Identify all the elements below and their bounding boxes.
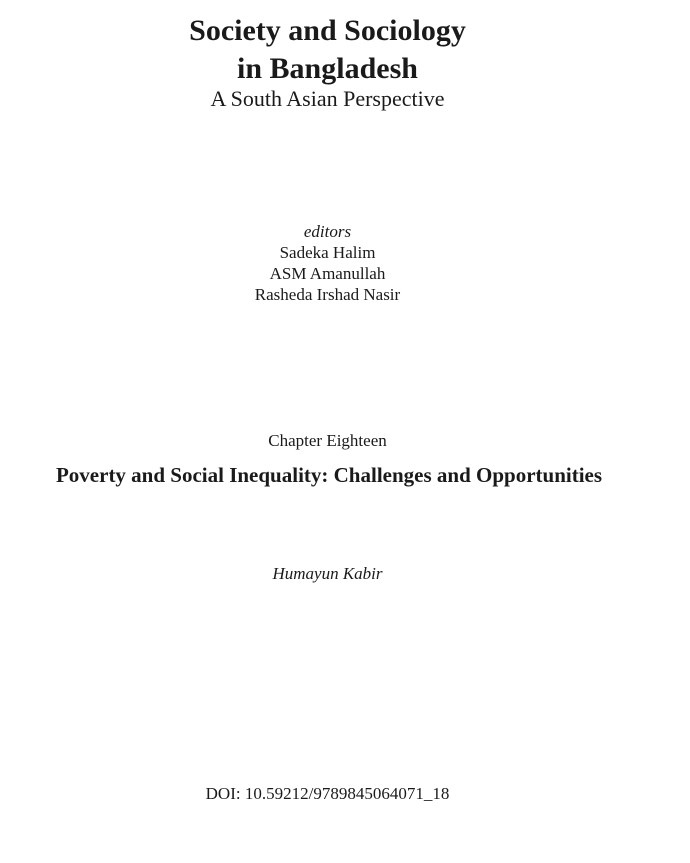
chapter-author: Humayun Kabir <box>272 564 383 583</box>
book-subtitle: A South Asian Perspective <box>210 86 445 111</box>
editor-name: Sadeka Halim <box>279 243 376 262</box>
editor-name: Rasheda Irshad Nasir <box>254 285 401 304</box>
book-title-line-2: in Bangladesh <box>237 52 418 85</box>
editors-label: editors <box>303 222 352 241</box>
chapter-label: Chapter Eighteen <box>268 431 387 450</box>
chapter-title: Poverty and Social Inequality: Challenges and Opportunities <box>55 463 603 487</box>
editor-name: ASM Amanullah <box>269 264 386 283</box>
book-title-line-1: Society and Sociology <box>189 14 466 47</box>
doi-text: DOI: 10.59212/9789845064071_18 <box>205 784 450 803</box>
